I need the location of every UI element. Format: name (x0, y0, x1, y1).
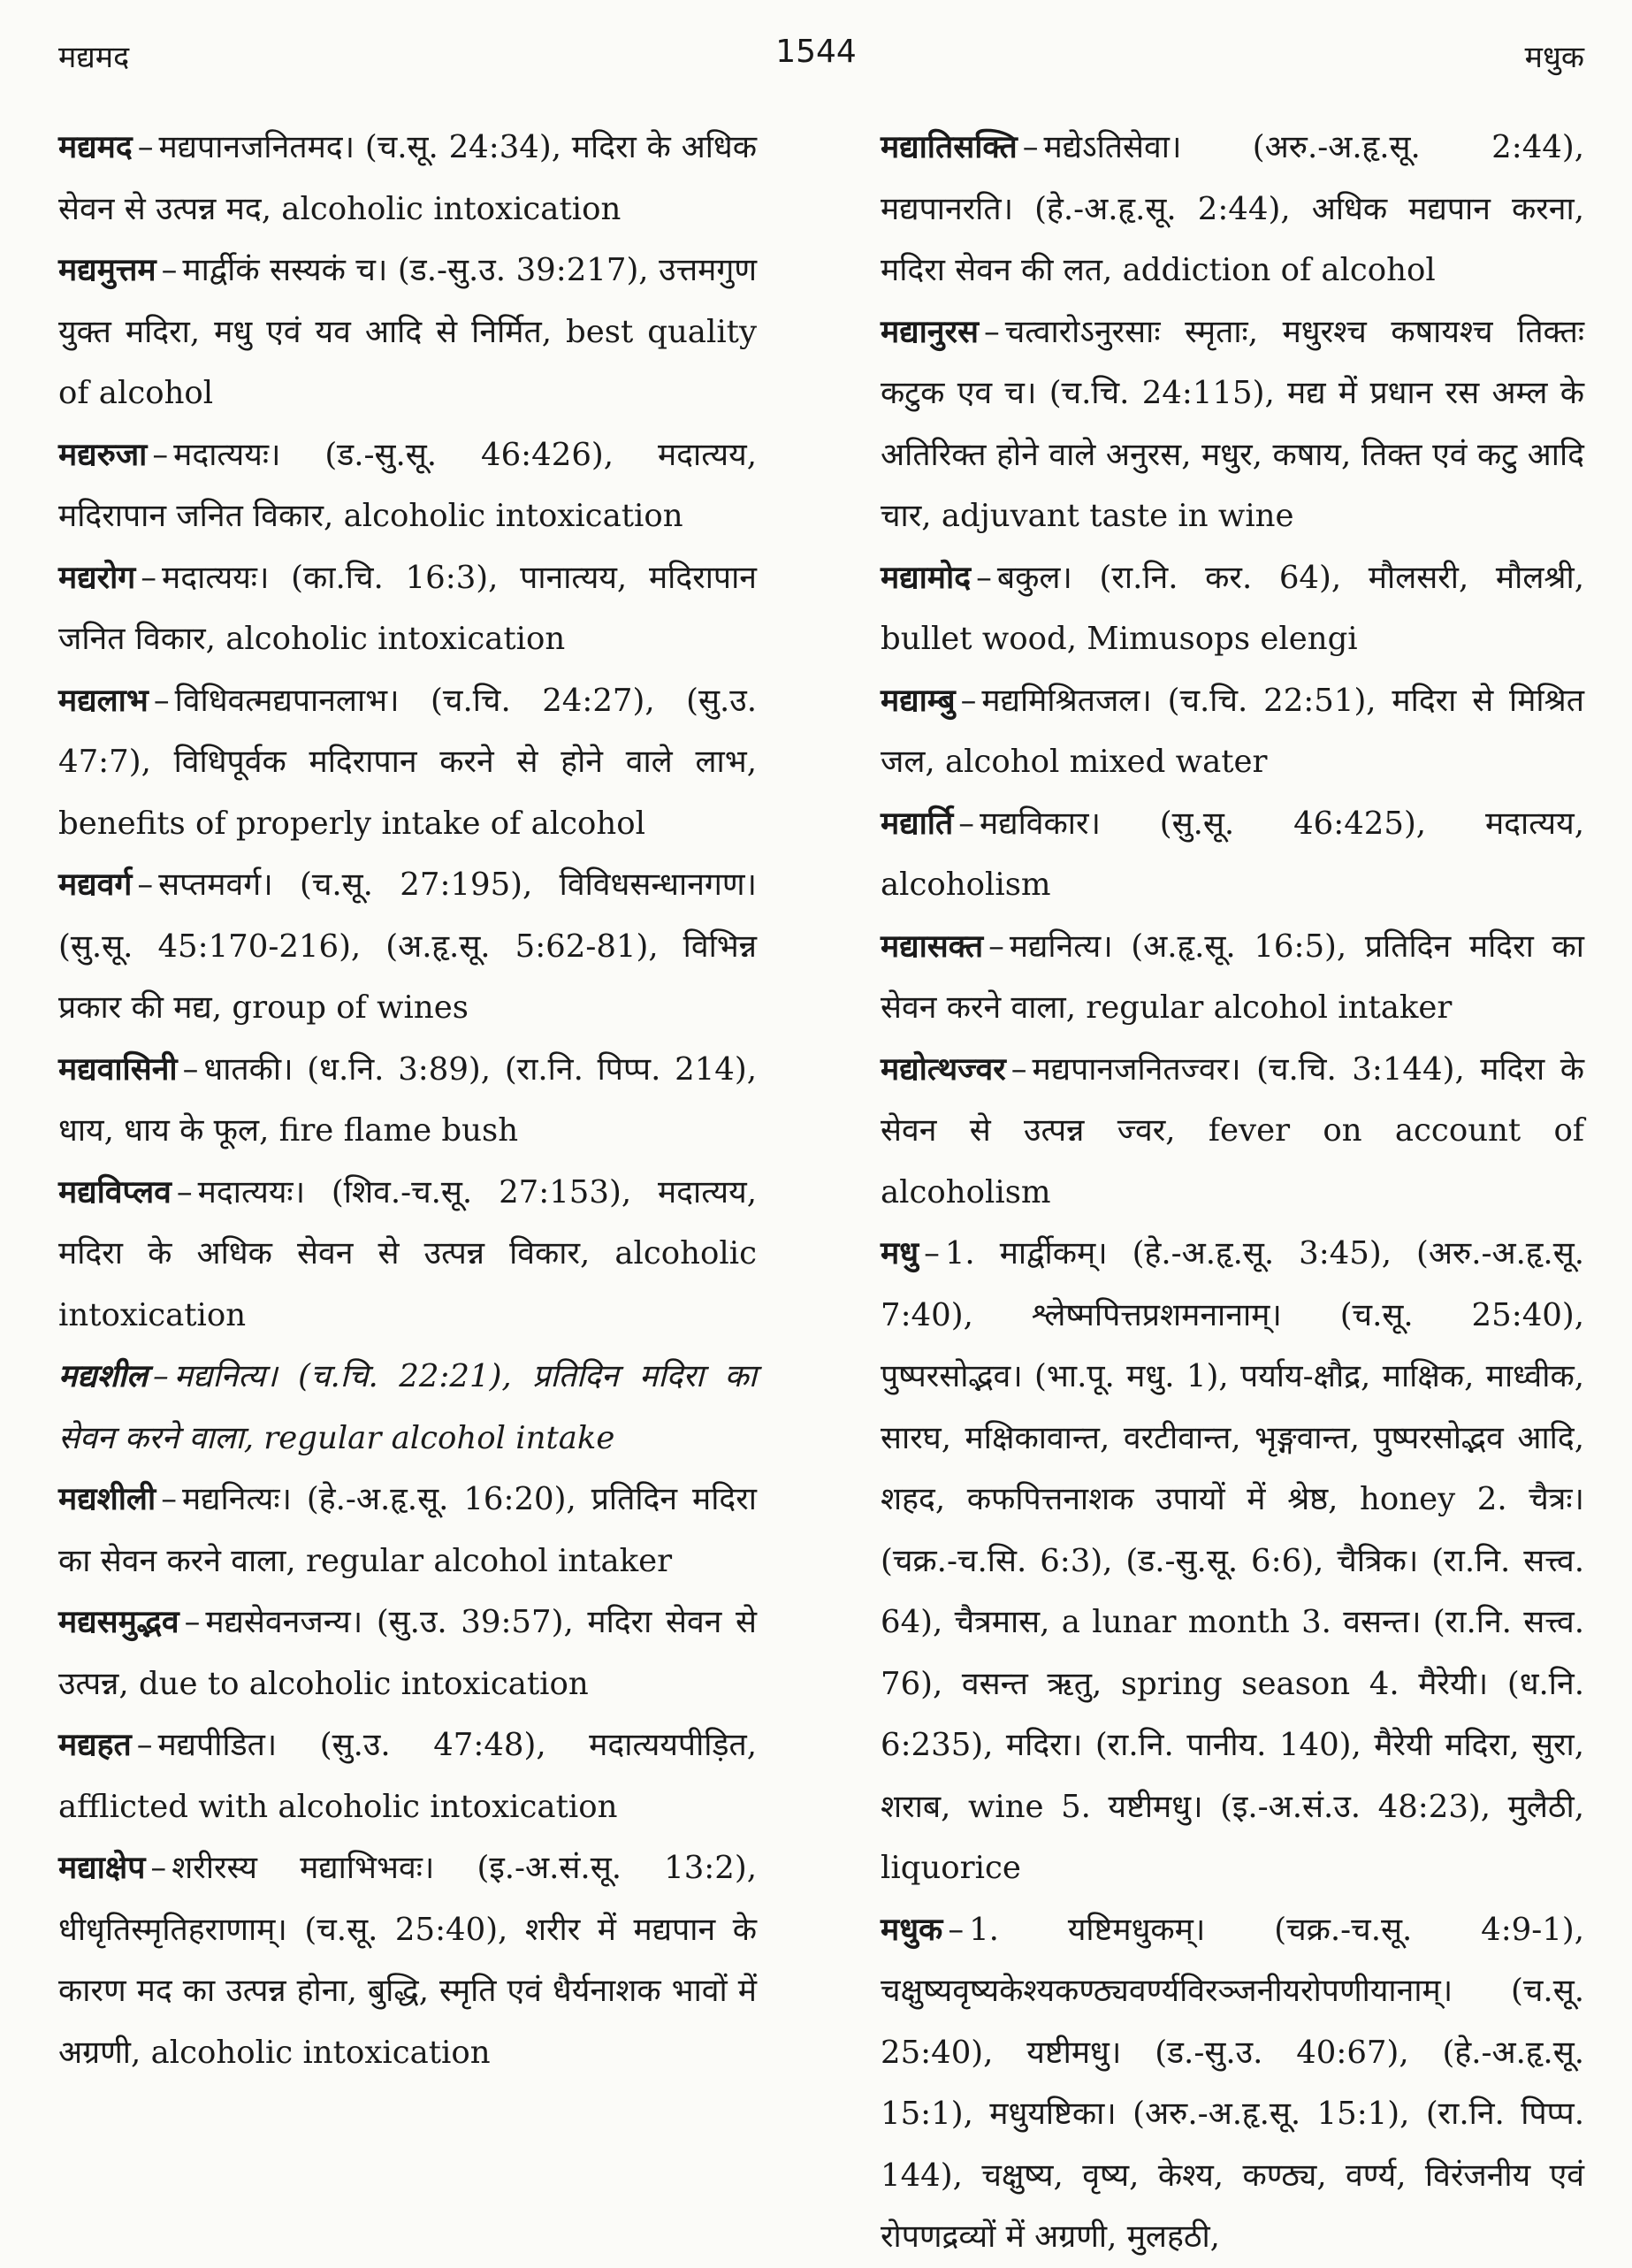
dictionary-entry: मद्यासक्त – मद्यनित्य। (अ.हृ.सू. 16:5), प्रतिदिन मदिरा का सेवन करने वाला, regular alcohol intaker (881, 928, 1584, 1026)
definition: मद्यनित्य। (च.चि. 22:21), प्रतिदिन मदिरा का सेवन करने वाला, regular alcohol intake (58, 1358, 757, 1456)
dictionary-entry: मद्यार्ति – मद्यविकार। (सु.सू. 46:425), मदात्यय, alcoholism (881, 805, 1584, 903)
dictionary-entry: मद्यशील – मद्यनित्य। (च.चि. 22:21), प्रतिदिन मदिरा का सेवन करने वाला, regular alcohol intake (58, 1358, 757, 1456)
definition: मदात्ययः। (ड.-सु.सू. 46:426), मदात्यय, मदिरापान जनित विकार, alcoholic intoxication (58, 436, 757, 534)
definition: मार्द्वीकं सस्यकं च। (ड.-सु.उ. 39:217), उत्तमगुण युक्त मदिरा, मधु एवं यव आदि से निर्मित, best quality of alcohol (58, 252, 757, 411)
headword: मधु (881, 1235, 919, 1271)
definition: धातकी। (ध.नि. 3:89), (रा.नि. पिप्प. 214), धाय, धाय के फूल, fire flame bush (58, 1050, 757, 1149)
left-column (58, 117, 757, 2083)
definition: विधिवत्मद्यपानलाभ। (च.चि. 24:27), (सु.उ. 47:7), विधिपूर्वक मदिरापान करने से होने वाले लाभ, benefits of properly intake of alcohol (58, 682, 757, 842)
definition: मद्यनित्यः। (हे.-अ.हृ.सू. 16:20), प्रतिदिन मदिरा का सेवन करने वाला, regular alcohol intaker (58, 1481, 757, 1579)
dictionary-entry: मधुक – 1. यष्टिमधुकम्। (चक्र.-च.सू. 4:9-1), चक्षुष्यवृष्यकेश्यकण्ठ्यवर्ण्यविरञ्जनीयरोपणीयानाम्। (च.सू. 25:40), यष्टीमधु। (ड.-सु.उ. 40:67), (हे.-अ.हृ.सू. 15:1), मधुयष्टिका। (अरु.-अ.हृ.सू. 15:1), (रा.नि. पिप्प. 144), चक्षुष्य, वृष्य, केश्य, कण्ठ्य, वर्ण्य, विरंजनीय एवं रोपणद्रव्यों में अग्रणी, मुलहठी, (881, 1911, 1584, 2255)
header-last-word: मधुक (1524, 40, 1584, 75)
dictionary-entry: मद्यलाभ – विधिवत्मद्यपानलाभ। (च.चि. 24:27), (सु.उ. 47:7), विधिपूर्वक मदिरापान करने से होने वाले लाभ, benefits of properly intake of alcohol (58, 682, 757, 842)
definition: सप्तमवर्ग। (च.सू. 27:195), विविधसन्धानगण। (सु.सू. 45:170-216), (अ.हृ.सू. 5:62-81), विभिन्न प्रकार की मद्य, group of wines (58, 867, 757, 1026)
definition: मद्यसेवनजन्य। (सु.उ. 39:57), मदिरा सेवन से उत्पन्न, due to alcoholic intoxication (58, 1604, 757, 1702)
definition: चत्वारोऽनुरसाः स्मृताः, मधुरश्च कषायश्च तिक्तः कटुक एव च। (च.चि. 24:115), मद्य में प्रधान रस अम्ल के अतिरिक्त होने वाले अनुरस, मधुर, कषाय, तिक्त एवं कटु आदि चार, adjuvant taste in wine (881, 313, 1584, 534)
headword: मद्यातिसक्ति (881, 129, 1018, 165)
headword: मद्यरुजा (58, 436, 148, 473)
headword: मद्यवासिनी (58, 1050, 178, 1088)
headword: मद्यशील (58, 1358, 148, 1394)
definition: 1. यष्टिमधुकम्। (चक्र.-च.सू. 4:9-1), चक्षुष्यवृष्यकेश्यकण्ठ्यवर्ण्यविरञ्जनीयरोपणीयानाम्। (च.सू. 25:40), यष्टीमधु। (ड.-सु.उ. 40:67), (हे.-अ.हृ.सू. 15:1), मधुयष्टिका। (अरु.-अ.हृ.सू. 15:1), (रा.नि. पिप्प. 144), चक्षुष्य, वृष्य, केश्य, कण्ठ्य, वर्ण्य, विरंजनीय एवं रोपणद्रव्यों में अग्रणी, मुलहठी, (881, 1911, 1584, 2255)
definition: 1. मार्द्वीकम्। (हे.-अ.हृ.सू. 3:45), (अरु.-अ.हृ.सू. 7:40), श्लेष्मपित्तप्रशमनानाम्। (च.सू. 25:40), पुष्परसोद्भव। (भा.पू. मधु. 1), पर्याय-क्षौद्र, माक्षिक, माध्वीक, सारघ, मक्षिकावान्त, वरटीवान्त, भृङ्गवान्त, पुष्परसोद्भव आदि, शहद, कफपित्तनाशक उपायों में श्रेष्ठ, honey 2. चैत्रः। (चक्र.-च.सि. 6:3), (ड.-सु.सू. 6:6), चैत्रिक। (रा.नि. सत्त्व. 64), चैत्रमास, a lunar month 3. वसन्त। (रा.नि. सत्त्व. 76), वसन्त ऋतु, spring season 4. मैरेयी। (ध.नि. 6:235), मदिरा। (रा.नि. पानीय. 140), मैरेयी मदिरा, सुरा, शराब, wine 5. यष्टीमधु। (इ.-अ.सं.उ. 48:23), मुलैठी, liquorice (881, 1235, 1584, 1886)
headword: मद्यमुत्तम (58, 252, 156, 288)
headword: मद्याक्षेप (58, 1850, 146, 1886)
headword: मद्यामोद (881, 559, 972, 596)
headword: मद्यमद (58, 129, 133, 165)
definition: मद्यमिश्रितजल। (च.चि. 22:51), मदिरा से मिश्रित जल, alcohol mixed water (881, 682, 1584, 780)
headword: मद्याम्बु (881, 682, 956, 719)
dictionary-entry: मद्याक्षेप – शरीरस्य मद्याभिभवः। (इ.-अ.सं.सू. 13:2), धीधृतिस्मृतिहराणाम्। (च.सू. 25:40), शरीर में मद्यपान के कारण मद का उत्पन्न होना, बुद्धि, स्मृति एवं धैर्यनाशक भावों में अग्रणी, alcoholic intoxication (58, 1850, 757, 2071)
headword: मद्यशीली (58, 1481, 156, 1517)
headword: मद्यार्ति (881, 805, 954, 842)
definition: मद्यपीडित। (सु.उ. 47:48), मदात्ययपीड़ित, afflicted with alcoholic intoxication (58, 1727, 757, 1825)
dictionary-entry: मद्यशीली – मद्यनित्यः। (हे.-अ.हृ.सू. 16:20), प्रतिदिन मदिरा का सेवन करने वाला, regular alcohol intaker (58, 1481, 757, 1579)
dictionary-entry: मद्योत्थज्वर – मद्यपानजनितज्वर। (च.चि. 3:144), मदिरा के सेवन से उत्पन्न ज्वर, fever on account of alcoholism (881, 1050, 1584, 1210)
headword: मद्यरोग (58, 559, 136, 596)
page-header (0, 32, 1632, 81)
header-first-word: मद्यमद (58, 40, 130, 75)
definition: मदात्ययः। (का.चि. 16:3), पानात्यय, मदिरापान जनित विकार, alcoholic intoxication (58, 559, 757, 657)
headword: मद्यानुरस (881, 313, 980, 350)
dictionary-entry: मद्यातिसक्ति – मद्येऽतिसेवा। (अरु.-अ.हृ.सू. 2:44), मद्यपानरति। (हे.-अ.हृ.सू. 2:44), अधिक मद्यपान करना, मदिरा सेवन की लत, addiction of alcohol (881, 129, 1584, 288)
headword: मद्यवर्ग (58, 867, 133, 903)
definition: बकुल। (रा.नि. कर. 64), मौलसरी, मौलश्री, bullet wood, Mimusops elengi (881, 559, 1584, 657)
dictionary-entry: मद्यमुत्तम – मार्द्वीकं सस्यकं च। (ड.-सु.उ. 39:217), उत्तमगुण युक्त मदिरा, मधु एवं यव आदि से निर्मित, best quality of alcohol (58, 252, 757, 411)
definition: मद्येऽतिसेवा। (अरु.-अ.हृ.सू. 2:44), मद्यपानरति। (हे.-अ.हृ.सू. 2:44), अधिक मद्यपान करना, मदिरा सेवन की लत, addiction of alcohol (881, 129, 1584, 288)
dictionary-entry: मधु – 1. मार्द्वीकम्। (हे.-अ.हृ.सू. 3:45), (अरु.-अ.हृ.सू. 7:40), श्लेष्मपित्तप्रशमनानाम्। (च.सू. 25:40), पुष्परसोद्भव। (भा.पू. मधु. 1), पर्याय-क्षौद्र, माक्षिक, माध्वीक, सारघ, मक्षिकावान्त, वरटीवान्त, भृङ्गवान्त, पुष्परसोद्भव आदि, शहद, कफपित्तनाशक उपायों में श्रेष्ठ, honey 2. चैत्रः। (चक्र.-च.सि. 6:3), (ड.-सु.सू. 6:6), चैत्रिक। (रा.नि. सत्त्व. 64), चैत्रमास, a lunar month 3. वसन्त। (रा.नि. सत्त्व. 76), वसन्त ऋतु, spring season 4. मैरेयी। (ध.नि. 6:235), मदिरा। (रा.नि. पानीय. 140), मैरेयी मदिरा, सुरा, शराब, wine 5. यष्टीमधु। (इ.-अ.सं.उ. 48:23), मुलैठी, liquorice (881, 1235, 1584, 1886)
dictionary-entry: मद्यहत – मद्यपीडित। (सु.उ. 47:48), मदात्ययपीड़ित, afflicted with alcoholic intoxication (58, 1727, 757, 1825)
definition: मद्यविकार। (सु.सू. 46:425), मदात्यय, alcoholism (881, 805, 1584, 903)
headword: मद्यलाभ (58, 682, 149, 719)
definition: मदात्ययः। (शिव.-च.सू. 27:153), मदात्यय, मदिरा के अधिक सेवन से उत्पन्न विकार, alcoholic intoxication (58, 1173, 757, 1333)
dictionary-entry: मद्यसमुद्भव – मद्यसेवनजन्य। (सु.उ. 39:57), मदिरा सेवन से उत्पन्न, due to alcoholic intoxication (58, 1604, 757, 1702)
dictionary-entry: मद्यामोद – बकुल। (रा.नि. कर. 64), मौलसरी, मौलश्री, bullet wood, Mimusops elengi (881, 559, 1584, 657)
dictionary-entry: मद्यवर्ग – सप्तमवर्ग। (च.सू. 27:195), विविधसन्धानगण। (सु.सू. 45:170-216), (अ.हृ.सू. 5:62-81), विभिन्न प्रकार की मद्य, group of wines (58, 867, 757, 1026)
definition: मद्यनित्य। (अ.हृ.सू. 16:5), प्रतिदिन मदिरा का सेवन करने वाला, regular alcohol intaker (881, 928, 1584, 1026)
headword: मधुक (881, 1911, 943, 1948)
dictionary-entry: मद्यरोग – मदात्ययः। (का.चि. 16:3), पानात्यय, मदिरापान जनित विकार, alcoholic intoxication (58, 559, 757, 657)
definition: मद्यपानजनितमद। (च.सू. 24:34), मदिरा के अधिक सेवन से उत्पन्न मद, alcoholic intoxication (58, 129, 757, 227)
headword: मद्योत्थज्वर (881, 1050, 1006, 1088)
dictionary-entry: मद्यविप्लव – मदात्ययः। (शिव.-च.सू. 27:153), मदात्यय, मदिरा के अधिक सेवन से उत्पन्न विकार, alcoholic intoxication (58, 1173, 757, 1333)
headword: मद्यहत (58, 1727, 132, 1763)
definition: शरीरस्य मद्याभिभवः। (इ.-अ.सं.सू. 13:2), धीधृतिस्मृतिहराणाम्। (च.सू. 25:40), शरीर में मद्यपान के कारण मद का उत्पन्न होना, बुद्धि, स्मृति एवं धैर्यनाशक भावों में अग्रणी, alcoholic intoxication (58, 1850, 757, 2071)
dictionary-entry: मद्यमद – मद्यपानजनितमद। (च.सू. 24:34), मदिरा के अधिक सेवन से उत्पन्न मद, alcoholic intoxication (58, 129, 757, 227)
headword: मद्यासक्त (881, 928, 984, 965)
headword: मद्यसमुद्भव (58, 1604, 179, 1640)
headword: मद्यविप्लव (58, 1173, 172, 1210)
dictionary-entry: मद्याम्बु – मद्यमिश्रितजल। (च.चि. 22:51), मदिरा से मिश्रित जल, alcohol mixed water (881, 682, 1584, 780)
dictionary-entry: मद्यानुरस – चत्वारोऽनुरसाः स्मृताः, मधुरश्च कषायश्च तिक्तः कटुक एव च। (च.चि. 24:115), मद्य में प्रधान रस अम्ल के अतिरिक्त होने वाले अनुरस, मधुर, कषाय, तिक्त एवं कटु आदि चार, adjuvant taste in wine (881, 313, 1584, 534)
dictionary-entry: मद्यरुजा – मदात्ययः। (ड.-सु.सू. 46:426), मदात्यय, मदिरापान जनित विकार, alcoholic intoxication (58, 436, 757, 534)
dictionary-entry: मद्यवासिनी – धातकी। (ध.नि. 3:89), (रा.नि. पिप्प. 214), धाय, धाय के फूल, fire flame bush (58, 1050, 757, 1149)
page-number: 1544 (775, 34, 857, 70)
definition: मद्यपानजनितज्वर। (च.चि. 3:144), मदिरा के सेवन से उत्पन्न ज्वर, fever on account of alcoholism (881, 1050, 1584, 1210)
right-column (881, 117, 1584, 2268)
